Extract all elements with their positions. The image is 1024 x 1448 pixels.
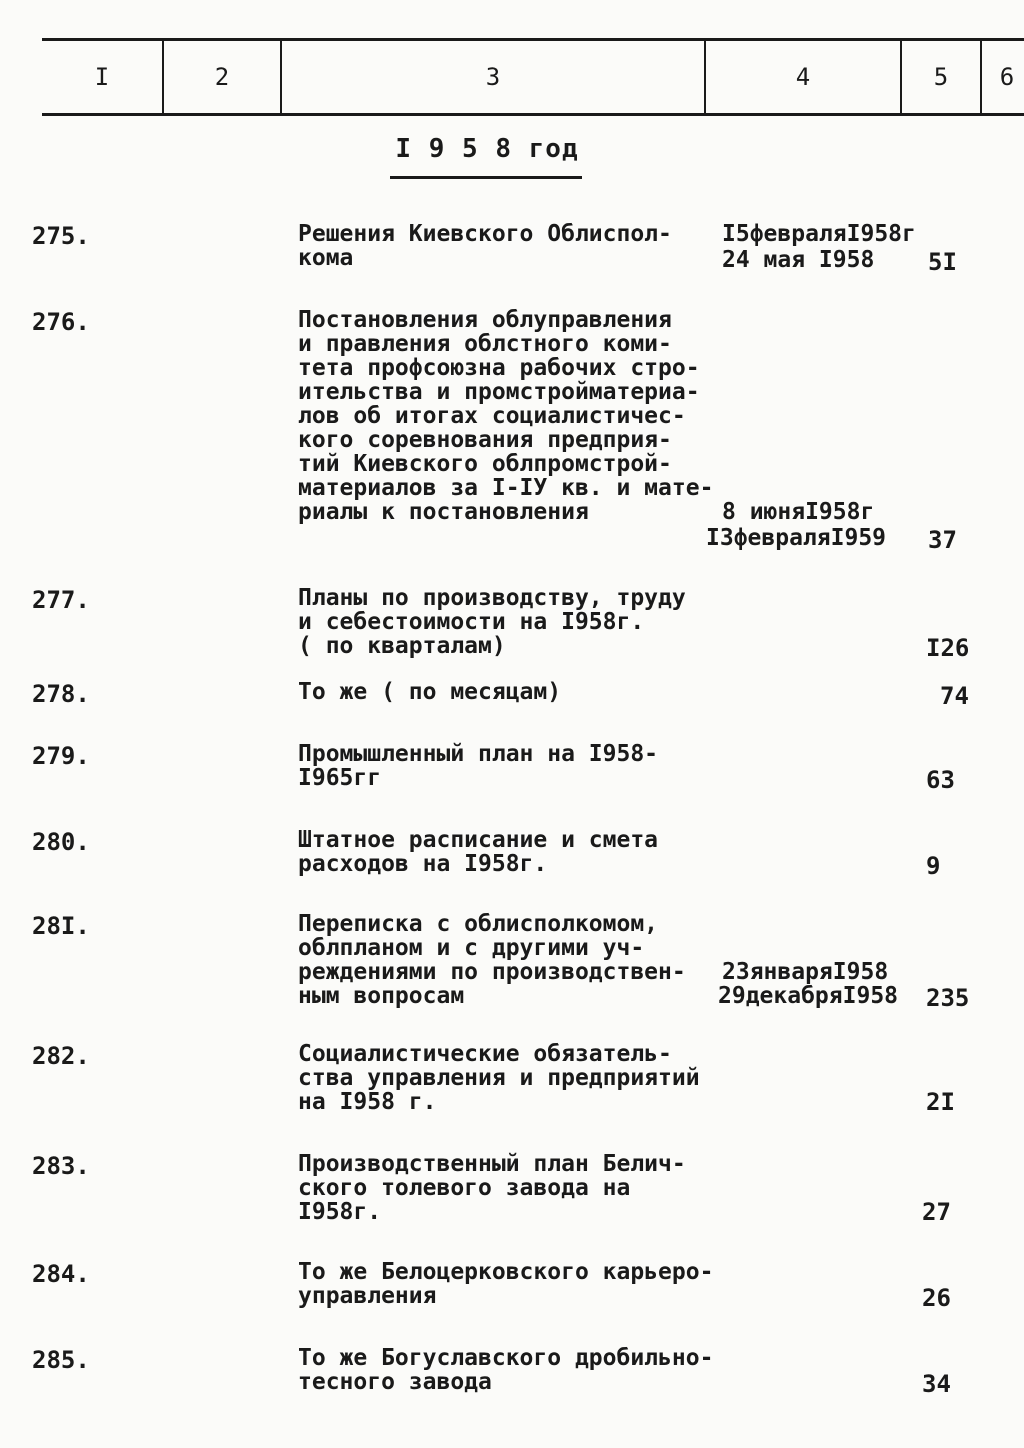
entry-title: Постановления облуправления и правления облстного коми- тета профсоюзна рабочих стро- ительства и промстройматериа- лов об итогах социалистичес- кого соревнования предприя- тий Киевского облпромстрой- материалов за I-IУ кв. и мате- риалы к постановления	[298, 307, 714, 525]
year-underline	[390, 176, 582, 179]
entry-number: 277.	[32, 586, 90, 614]
entry-date-start: 23январяI958	[722, 959, 889, 985]
entry-title: Планы по производству, труду и себестоимости на I958г. ( по кварталам)	[298, 585, 686, 659]
entry-title: Решения Киевского Облиспол- кома	[298, 221, 672, 271]
entry-number: 278.	[32, 680, 90, 708]
entry-date-end: 24 мая I958	[722, 247, 875, 273]
entry-title: Штатное расписание и смета расходов на I958г.	[298, 827, 659, 877]
column-header-2: 2	[214, 63, 230, 91]
entry-sheet-count: 9	[926, 852, 941, 880]
column-header-3: 3	[485, 63, 501, 91]
entry-sheet-count: 5I	[928, 248, 957, 276]
entry-number: 284.	[32, 1260, 90, 1288]
entry-sheet-count: 63	[926, 766, 955, 794]
entry-title: То же Белоцерковского карьеро- управления	[298, 1259, 714, 1309]
entry-title: Социалистические обязатель- ства управления и предприятий на I958 г.	[298, 1041, 700, 1115]
entry-sheet-count: 235	[926, 984, 970, 1012]
entry-title: Производственный план Белич- ского толевого завода на I958г.	[298, 1151, 686, 1225]
entry-title: Промышленный план на I958- I965гг	[298, 741, 659, 791]
entry-title: То же ( по месяцам)	[298, 679, 562, 705]
column-header-5: 5	[933, 63, 949, 91]
entry-number: 285.	[32, 1346, 90, 1374]
entry-number: 280.	[32, 828, 90, 856]
column-header-1: I	[94, 63, 110, 91]
entry-title: То же Богуславского дробильно- тесного завода	[298, 1345, 714, 1395]
column-header-6: 6	[999, 63, 1015, 91]
year-heading: I 9 5 8 год	[395, 134, 579, 164]
entry-number: 28I.	[32, 912, 90, 940]
entry-title: Переписка с облисполкомом, облпланом и с другими уч- реждениями по производствен- ным вопросам	[298, 911, 686, 1009]
entry-sheet-count: 34	[922, 1370, 951, 1398]
entry-date-end: I3февраляI959	[706, 525, 887, 551]
entry-number: 283.	[32, 1152, 90, 1180]
column-header-4: 4	[795, 63, 811, 91]
entry-date-start: I5февраляI958г	[722, 221, 916, 247]
entry-date-start: 8 июняI958г	[722, 499, 875, 525]
entry-sheet-count: 26	[922, 1284, 951, 1312]
entry-sheet-count: 37	[928, 526, 957, 554]
entry-number: 282.	[32, 1042, 90, 1070]
entry-number: 276.	[32, 308, 90, 336]
entry-sheet-count: 2I	[926, 1088, 955, 1116]
entry-sheet-count: 27	[922, 1198, 951, 1226]
entry-number: 275.	[32, 222, 90, 250]
entry-sheet-count: 74	[940, 682, 969, 710]
entry-date-end: 29декабряI958	[718, 983, 899, 1009]
entry-number: 279.	[32, 742, 90, 770]
entry-sheet-count: I26	[926, 634, 970, 662]
column-header-table	[42, 38, 1024, 116]
